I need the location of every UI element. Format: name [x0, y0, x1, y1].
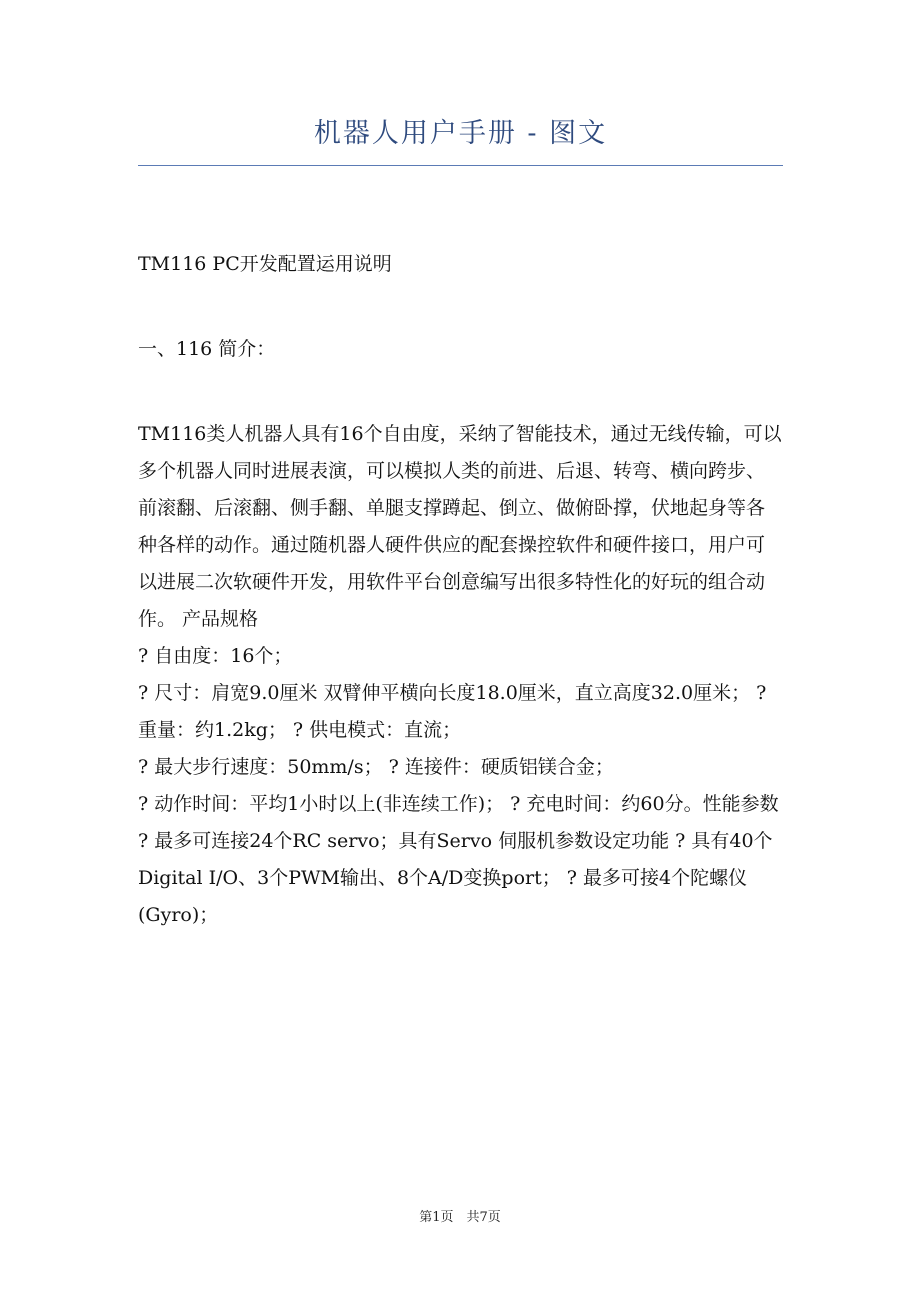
document-heading: TM116 PC开发配置运用说明 — [138, 253, 392, 275]
spec-line: ? 尺寸：肩宽9.0厘米 双臂伸平横向长度18.0厘米，直立高度32.0厘米； ? 重量：约1.2kg； ? 供电模式：直流； — [138, 682, 767, 741]
spacer — [138, 283, 783, 331]
spec-line: ? 自由度：16个； — [138, 645, 293, 667]
page-title: 机器人用户手册 - 图文 — [313, 118, 608, 149]
page-number: 第1页 共7页 — [419, 1210, 501, 1225]
spec-line: ? 最大步行速度：50mm/s； ? 连接件：硬质铝镁合金； — [138, 756, 614, 778]
spec-line: ? 动作时间：平均1小时以上(非连续工作)； ? 充电时间：约60分。性能参数 — [138, 793, 779, 815]
spacer — [138, 368, 783, 416]
intro-paragraph: TM116类人机器人具有16个自由度，采纳了智能技术，通过无线传输，可以多个机器人同时进展表演，可以模拟人类的前进、后退、转弯、横向跨步、前滚翻、后滚翻、侧手翻、单腿支撑蹲起、倒立、做俯卧撑，伏地起身等各种各样的动作。通过随机器人硬件供应的配套操控软件和硬件接口，用户可以进展二次软硬件开发，用软件平台创意编写出很多特性化的好玩的组合动作。 产品规格 — [138, 423, 782, 630]
spec-line: ? 最多可连接24个RC servo；具有Servo 伺服机参数设定功能 ? 具有40个Digital I/O、3个PWM输出、8个A/D变换port； ? 最多可接4个陀螺仪 (Gyro)； — [138, 830, 773, 926]
section-title: 一、116 简介： — [138, 338, 276, 360]
header-divider — [138, 165, 783, 166]
document-body — [138, 246, 783, 934]
page-header — [138, 112, 783, 156]
